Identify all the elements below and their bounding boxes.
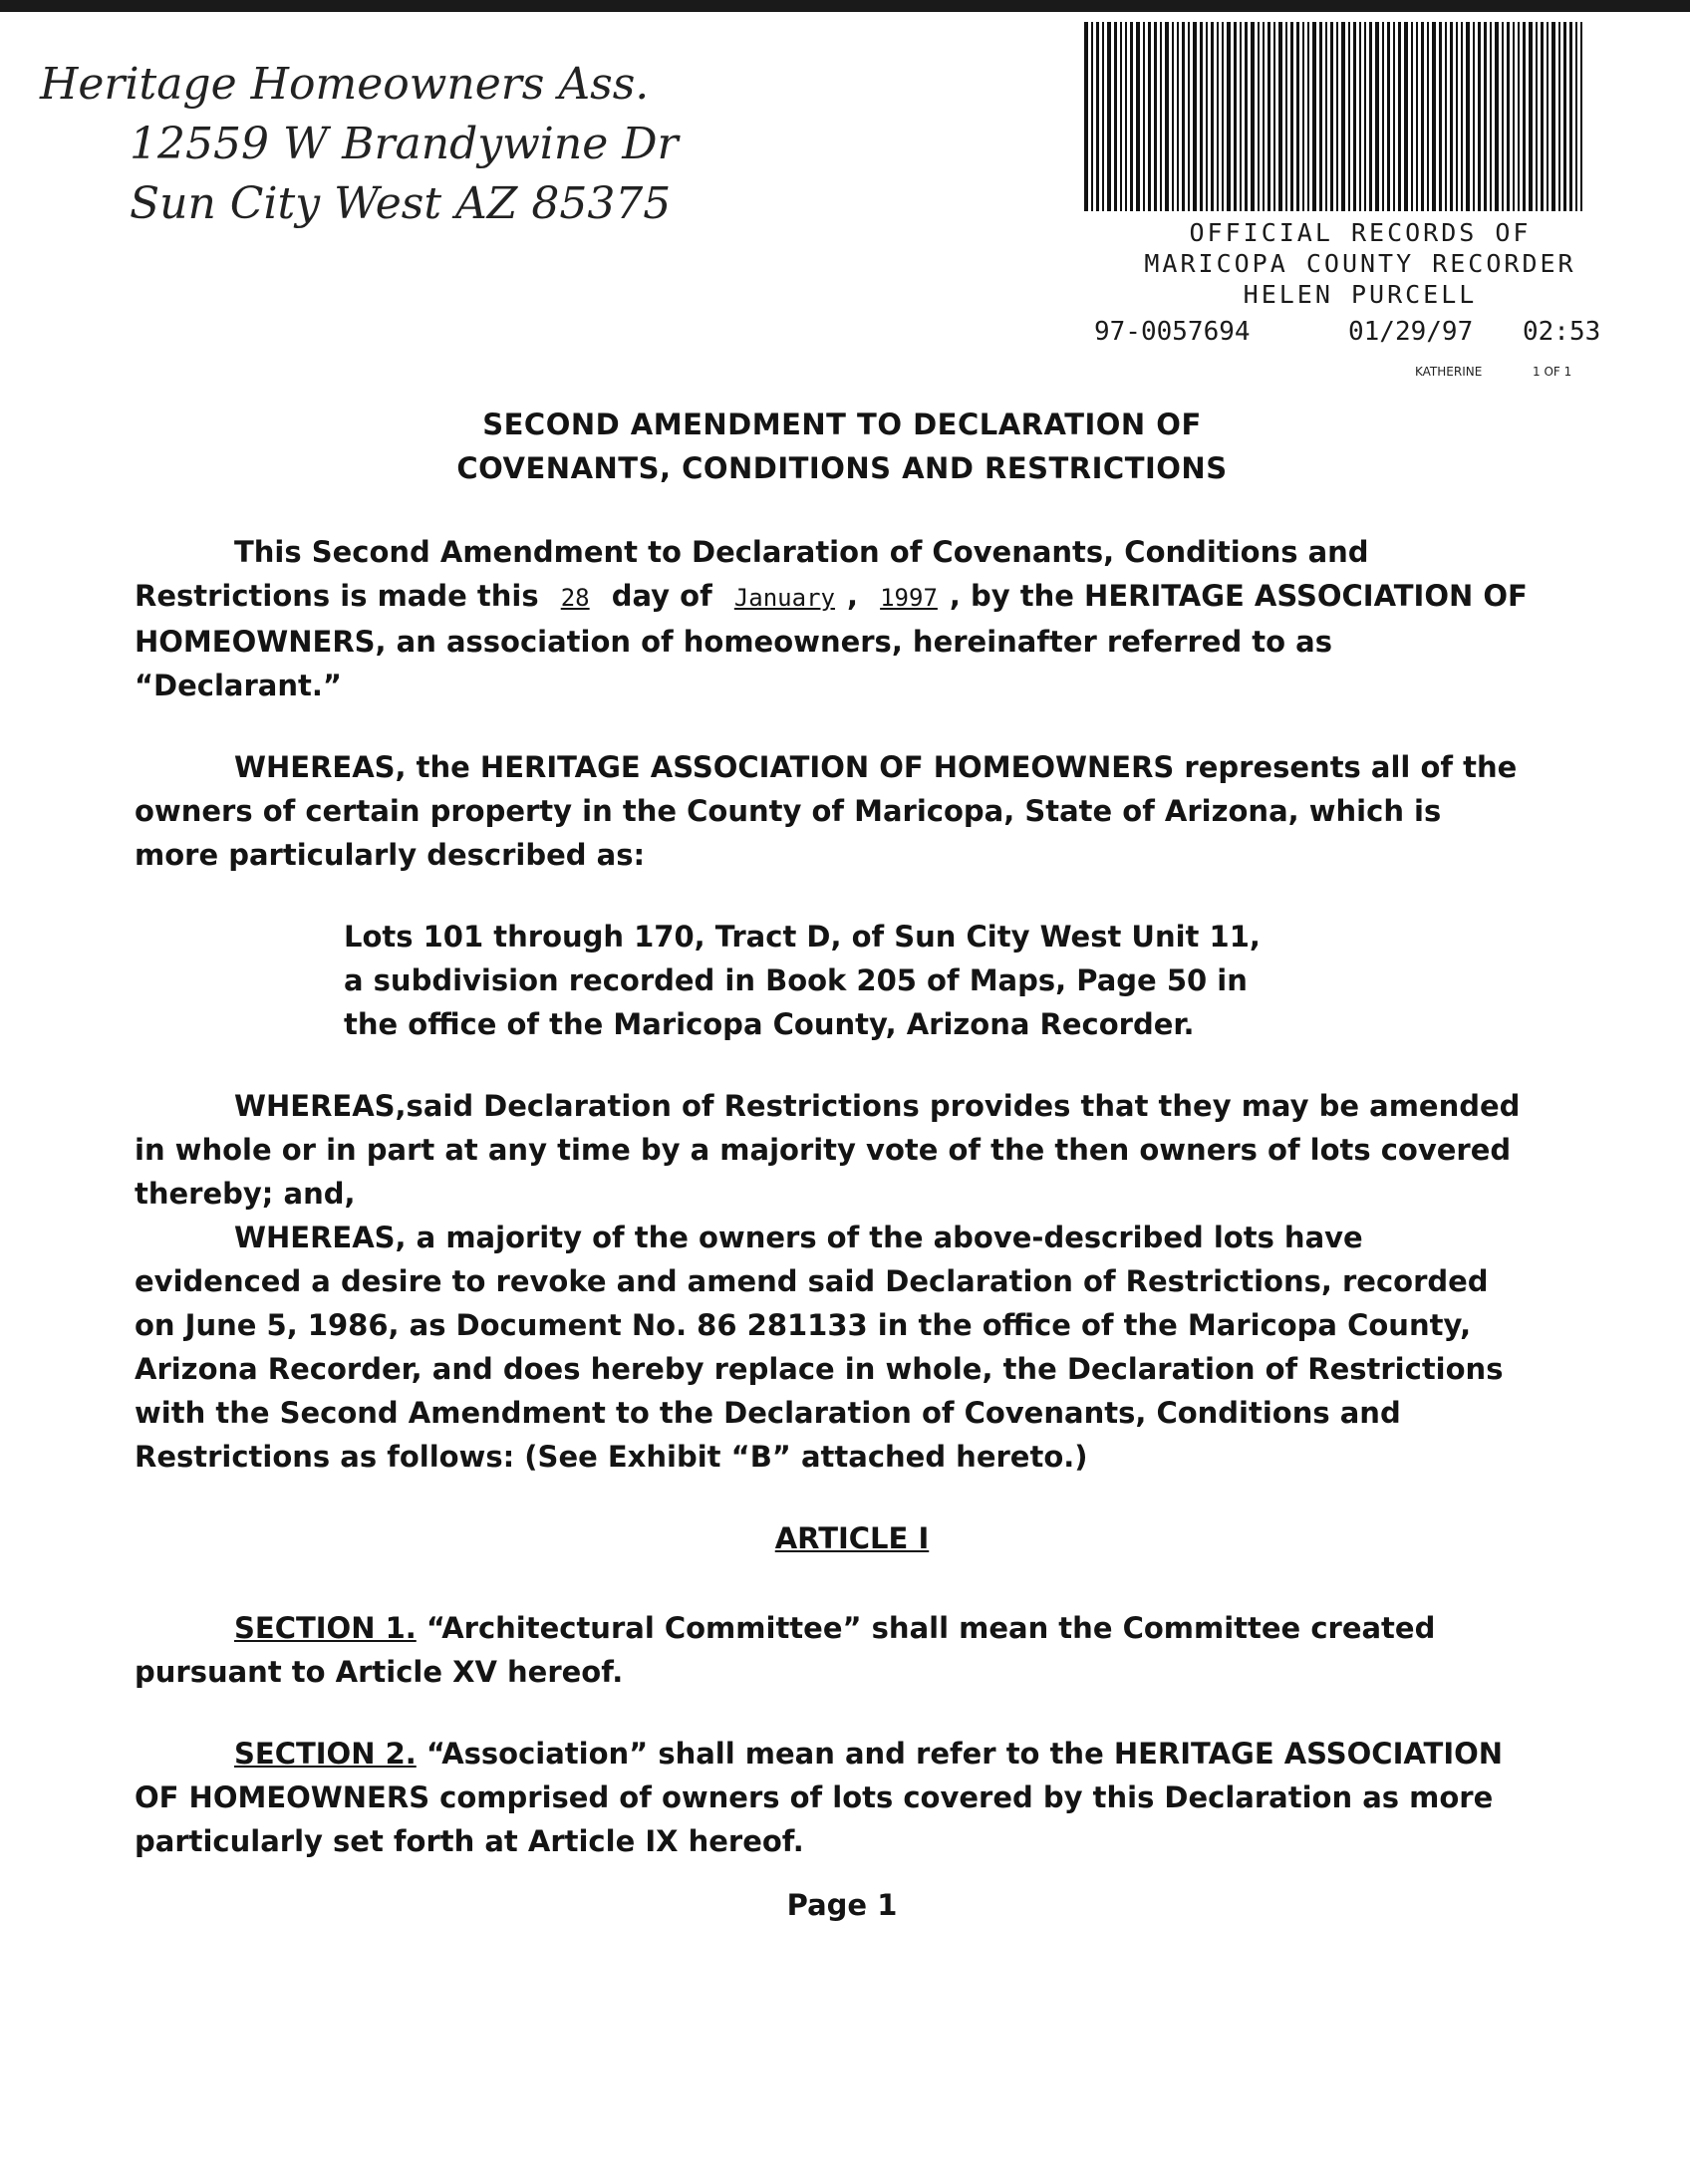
barcode-bar — [1513, 22, 1515, 211]
barcode-bar — [1569, 22, 1572, 211]
barcode-bar — [1319, 22, 1322, 211]
barcode-bar — [1325, 22, 1327, 211]
barcode-bar — [1096, 22, 1099, 211]
barcode-bar — [1353, 22, 1356, 211]
barcode-bar — [1416, 22, 1418, 211]
barcode-bar — [1478, 22, 1481, 211]
barcode-bar — [1240, 22, 1242, 211]
section-1-text: “Architectural Committee” shall mean the Committee created pursuant to Article XV hereof. — [135, 1611, 1436, 1689]
barcode-bar — [1432, 22, 1436, 211]
barcode-bar — [1529, 22, 1533, 211]
barcode-bar — [1177, 22, 1179, 211]
legal-line-3: the office of the Maricopa County, Arizona Recorder. — [344, 1007, 1195, 1041]
barcode-bar — [1154, 22, 1157, 211]
article-heading: ARTICLE I — [774, 1521, 930, 1555]
barcode-bar — [1165, 22, 1169, 211]
barcode-bar — [1563, 22, 1566, 211]
recorder-line-2: MARICOPA COUNTY RECORDER — [1144, 249, 1576, 278]
document-number: 97-0057694 — [1094, 317, 1251, 347]
barcode-bar — [1580, 22, 1582, 211]
whereas-paragraph-3: WHEREAS, a majority of the owners of the above-described lots have evidenced a desire to revoke and amend said Declaration of Restrictions, recorded on June 5, 1986, as Document No. 86 281133 in the office of the Maricopa County, Arizona Recorder, and does hereby replace in whole, the Declaration of Restrictions with the Second Amendment to the Declaration of Covenants, Conditions and Restrictions as follows: (See Exhibit “B” attached hereto.) — [135, 1221, 1504, 1474]
barcode-bar — [1125, 22, 1127, 211]
page-count: 1 OF 1 — [1533, 365, 1572, 379]
barcode-bar — [1136, 22, 1140, 211]
barcode-bar — [1296, 22, 1299, 211]
section-1 — [135, 1606, 1530, 1694]
barcode-bar — [1547, 22, 1549, 211]
barcode-bar — [1382, 22, 1384, 211]
barcode-bar — [1387, 22, 1390, 211]
barcode-bar — [1193, 22, 1197, 211]
barcode-bar — [1575, 22, 1577, 211]
section-2-label: SECTION 2. — [234, 1737, 417, 1771]
section-2-text: “Association” shall mean and refer to the HERITAGE ASSOCIATION OF HOMEOWNERS comprised of owners of lots covered by this Declaration as more particularly set forth at Article IX hereof. — [135, 1737, 1504, 1858]
barcode-bar — [1245, 22, 1248, 211]
barcode-bar — [1536, 22, 1538, 211]
barcode-bar — [1348, 22, 1350, 211]
barcode-bar — [1148, 22, 1151, 211]
barcode-bar — [1558, 22, 1560, 211]
barcode-bar — [1258, 22, 1260, 211]
barcode-bar — [1445, 22, 1447, 211]
year-field: 1997 — [880, 584, 938, 612]
clerk-name: KATHERINE — [1415, 365, 1483, 379]
barcode-bar — [1102, 22, 1104, 211]
whereas-paragraph-2: WHEREAS,said Declaration of Restrictions provides that they may be amended in whole or in part at any time by a majority vote of the then owners of lots covered thereby; and, — [135, 1089, 1521, 1211]
barcode-bar — [1251, 22, 1255, 211]
barcode-bar — [1456, 22, 1458, 211]
barcode-bar — [1411, 22, 1413, 211]
barcode-bar — [1398, 22, 1401, 211]
barcode-bar — [1160, 22, 1162, 211]
barcode-bar — [1490, 22, 1492, 211]
barcode-bar — [1302, 22, 1304, 211]
barcode-bar — [1551, 22, 1555, 211]
barcode-bar — [1473, 22, 1475, 211]
barcode-bar — [1336, 22, 1338, 211]
handwritten-line-1: Heritage Homeowners Ass. — [40, 59, 650, 110]
barcode-bar — [1439, 22, 1442, 211]
barcode-bar — [1206, 22, 1208, 211]
recorder-line-1: OFFICIAL RECORDS OF — [1189, 218, 1532, 247]
intro-text-1: This Second Amendment to Declaration of Covenants, Conditions and Restrictions is made this — [135, 535, 1369, 613]
barcode-bar — [1341, 22, 1345, 211]
barcode-bar — [1234, 22, 1237, 211]
recorder-line-3: HELEN PURCELL — [1243, 280, 1478, 309]
barcode-bar — [1393, 22, 1395, 211]
barcode-bar — [1107, 22, 1111, 211]
barcode-bar — [1120, 22, 1122, 211]
section-2 — [135, 1732, 1530, 1863]
barcode-bar — [1421, 22, 1424, 211]
barcode-bar — [1369, 22, 1372, 211]
barcode-bar — [1114, 22, 1117, 211]
barcode-bar — [1502, 22, 1504, 211]
barcode-bar — [1217, 22, 1219, 211]
barcode-bar — [1495, 22, 1499, 211]
barcode-bar — [1268, 22, 1270, 211]
intro-text-2: day of — [611, 579, 712, 613]
barcode-bar — [1273, 22, 1275, 211]
barcode-bar — [1200, 22, 1203, 211]
barcode-bar — [1182, 22, 1185, 211]
legal-description — [135, 915, 1530, 1046]
legal-line-2: a subdivision recorded in Book 205 of Maps, Page 50 in — [344, 963, 1248, 997]
intro-text-3: , by the HERITAGE ASSOCIATION OF HOMEOWNERS, an association of homeowners, hereinafter referred to as “Declarant.” — [135, 579, 1528, 702]
recorder-stamp — [1091, 217, 1629, 310]
title-line-2: COVENANTS, CONDITIONS AND RESTRICTIONS — [456, 451, 1228, 485]
barcode-bar — [1130, 22, 1133, 211]
barcode-bar — [1364, 22, 1366, 211]
barcode-bar — [1330, 22, 1333, 211]
barcode-bar — [1307, 22, 1309, 211]
barcode-bar — [1143, 22, 1145, 211]
scan-top-edge — [0, 0, 1690, 12]
title-line-1: SECOND AMENDMENT TO DECLARATION OF — [482, 408, 1202, 441]
barcode-bar — [1450, 22, 1453, 211]
handwritten-line-3: Sun City West AZ 85375 — [130, 178, 672, 229]
legal-line-1: Lots 101 through 170, Tract D, of Sun City West Unit 11, — [344, 920, 1261, 954]
barcode-bar — [1427, 22, 1429, 211]
barcode-bar — [1091, 22, 1093, 211]
barcode-bar — [1375, 22, 1379, 211]
barcode-bar — [1461, 22, 1463, 211]
barcode-bar — [1263, 22, 1265, 211]
barcode-bar — [1084, 22, 1088, 211]
barcode — [1084, 22, 1602, 211]
barcode-bar — [1507, 22, 1510, 211]
recording-date: 01/29/97 — [1348, 317, 1474, 347]
barcode-bar — [1404, 22, 1408, 211]
whereas-paragraph-1: WHEREAS, the HERITAGE ASSOCIATION OF HOMEOWNERS represents all of the owners of certain property in the County of Maricopa, State of Arizona, which is more particularly described as: — [135, 750, 1518, 872]
barcode-bar — [1222, 22, 1224, 211]
barcode-bar — [1312, 22, 1316, 211]
barcode-bar — [1227, 22, 1231, 211]
barcode-bar — [1290, 22, 1293, 211]
document-body — [135, 403, 1530, 1927]
barcode-bar — [1518, 22, 1520, 211]
handwritten-return-address — [40, 55, 857, 234]
barcode-bar — [1188, 22, 1190, 211]
barcode-bar — [1359, 22, 1361, 211]
barcode-bar — [1523, 22, 1526, 211]
barcode-bar — [1285, 22, 1287, 211]
barcode-bar — [1466, 22, 1470, 211]
month-field: January — [733, 584, 835, 612]
document-title — [135, 403, 1530, 490]
recording-time: 02:53 — [1523, 317, 1601, 347]
barcode-bar — [1541, 22, 1544, 211]
intro-paragraph: This Second Amendment to Declaration of Covenants, Conditions and Restrictions is made this 28 day of January , 1997 , by the HERITAGE ASSOCIATION OF HOMEOWNERS, an association of homeowners, hereinafter referred to as “Declarant.” — [135, 535, 1528, 702]
barcode-bar — [1172, 22, 1174, 211]
barcode-bar — [1211, 22, 1214, 211]
barcode-bar — [1278, 22, 1282, 211]
barcode-bar — [1484, 22, 1487, 211]
day-field: 28 — [560, 584, 590, 612]
page-number: Page 1 — [786, 1888, 898, 1922]
handwritten-line-2: 12559 W Brandywine Dr — [130, 119, 679, 169]
section-1-label: SECTION 1. — [234, 1611, 417, 1645]
